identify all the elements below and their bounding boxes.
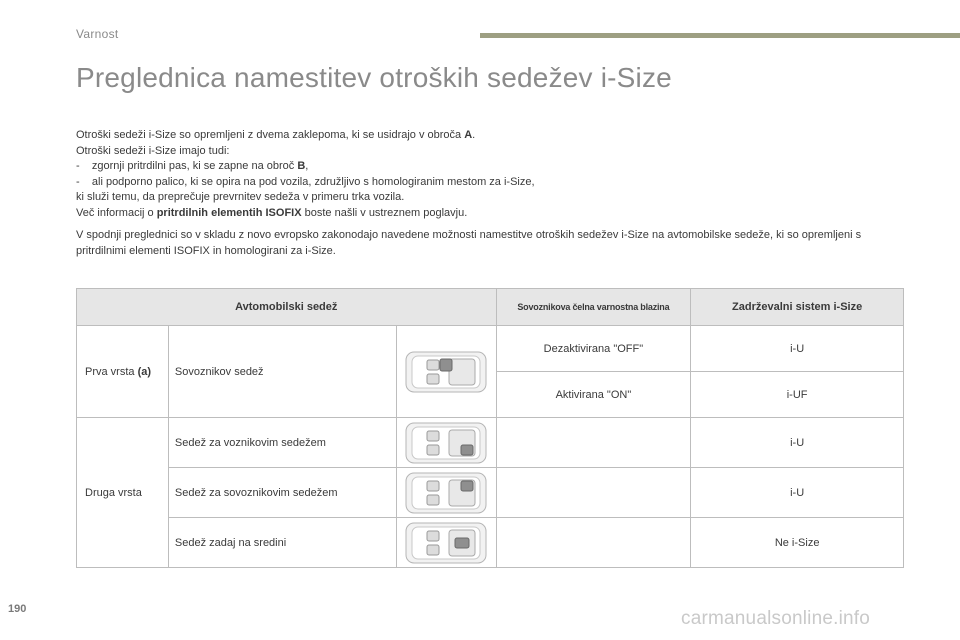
intro-line-2: Otroški sedeži i-Size imajo tudi: [76, 144, 230, 157]
table-row [77, 518, 904, 568]
page-title: Preglednica namestitev otroških sedežev i-Size [76, 62, 672, 93]
car-diagram-front-passenger [396, 326, 496, 418]
header-airbag: Sovoznikova čelna varnostna blazina [496, 289, 691, 326]
car-seat-diagram-icon [405, 522, 487, 564]
intro-line-1: Otroški sedeži i-Size so opremljeni z dvema zaklepoma, ki se usidrajo v obroča A. [76, 129, 476, 141]
seat-name: Sedež za voznikovim sedežem [168, 418, 396, 468]
row-label-second: Druga vrsta [77, 418, 169, 568]
intro-text [76, 128, 906, 259]
airbag-empty [496, 468, 691, 518]
car-seat-diagram-icon [405, 351, 487, 393]
header-system: Zadrževalni sistem i-Size [691, 289, 904, 326]
table-header-row [77, 289, 904, 326]
car-diagram-rear-center [396, 518, 496, 568]
page-number: 190 [8, 603, 27, 615]
row-label-front: Prva vrsta (a) [77, 326, 169, 418]
intro-paragraph-2: V spodnji preglednici so v skladu z novo evropsko zakonodajo navedene možnosti namestitve otroških sedežev i-Size na avtomobilske sedeže, ki so opremljeni s pritrdilnimi elementi ISOFIX in homologirani za i-Size. [76, 229, 862, 257]
car-diagram-rear-left [396, 418, 496, 468]
header-seat: Avtomobilski sedež [77, 289, 497, 326]
airbag-status: Dezaktivirana "OFF" [496, 326, 691, 372]
isize-value: i-U [691, 468, 904, 518]
airbag-status: Aktivirana "ON" [496, 372, 691, 418]
table-row [77, 326, 904, 372]
table-row [77, 418, 904, 468]
intro-line-4: - ali podporno palico, ki se opira na pod vozila, združljivo s homologiranim mestom za i-Size, [76, 175, 535, 188]
isize-value: i-UF [691, 372, 904, 418]
watermark: carmanualsonline.info [681, 608, 871, 629]
intro-line-6: Več informacij o pritrdilnih elementih ISOFIX boste našli v ustreznem poglavju. [76, 206, 468, 219]
intro-line-5: ki služi temu, da preprečuje prevrnitev sedeža v primeru trka vozila. [76, 191, 405, 203]
seat-name: Sedež zadaj na sredini [168, 518, 396, 568]
intro-line-3: - zgornji pritrdilni pas, ki se zapne na obroč B, [76, 160, 309, 172]
seat-name: Sedež za sovoznikovim sedežem [168, 468, 396, 518]
isize-value: i-U [691, 418, 904, 468]
i-size-table [76, 288, 904, 568]
isize-value: i-U [691, 326, 904, 372]
seat-name: Sovoznikov sedež [168, 326, 396, 418]
car-seat-diagram-icon [405, 472, 487, 514]
car-seat-diagram-icon [405, 422, 487, 464]
airbag-empty [496, 418, 691, 468]
car-diagram-rear-right [396, 468, 496, 518]
isize-value: Ne i-Size [691, 518, 904, 568]
table-row [77, 468, 904, 518]
header-accent-bar [480, 33, 960, 38]
section-label: Varnost [76, 27, 119, 41]
airbag-empty [496, 518, 691, 568]
